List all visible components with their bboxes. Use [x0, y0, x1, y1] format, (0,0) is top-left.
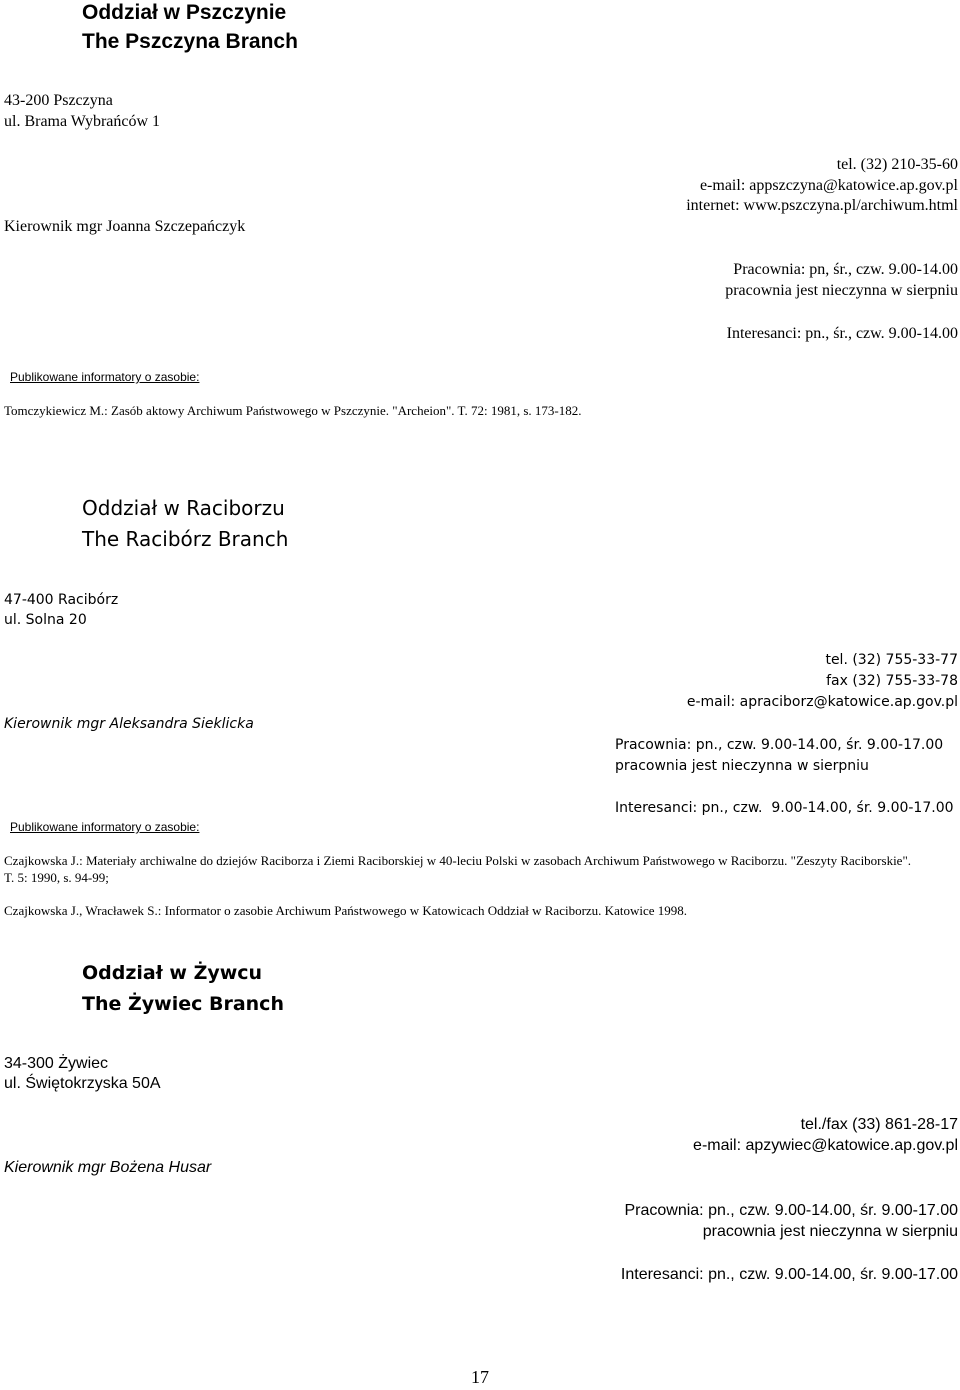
- page-number: 17: [471, 1367, 489, 1387]
- reading-room-closure-note: pracownia jest nieczynna w sierpniu: [702, 1223, 958, 1240]
- visitor-hours: Interesanci: pn., czw. 9.00-14.00, śr. 9.00-17.00: [620, 1266, 958, 1283]
- branch-title-en: The Pszczyna Branch: [82, 30, 298, 53]
- branch-title-en: The Żywiec Branch: [82, 993, 284, 1015]
- branch-title-en: The Racibórz Branch: [82, 527, 289, 551]
- visitor-hours: Interesanci: pn., śr., czw. 9.00-14.00: [726, 325, 958, 342]
- visitor-hours: Interesanci: pn., czw. 9.00-14.00, śr. 9.00-17.00: [615, 800, 954, 816]
- reading-room-hours: Pracownia: pn, śr., czw. 9.00-14.00: [733, 261, 958, 278]
- contact-email: e-mail: apzywiec@katowice.ap.gov.pl: [693, 1137, 958, 1154]
- contact-website: internet: www.pszczyna.pl/archiwum.html: [686, 197, 958, 214]
- branch-manager: Kierownik mgr Bożena Husar: [4, 1159, 212, 1176]
- reading-room-hours: Pracownia: pn., czw. 9.00-14.00, śr. 9.00-17.00: [615, 737, 944, 753]
- contact-phone-fax: tel./fax (33) 861-28-17: [800, 1116, 958, 1133]
- publication-entry: Tomczykiewicz M.: Zasób aktowy Archiwum Państwowego w Pszczynie. "Archeion". T. 72: 1981, s. 173-182.: [4, 403, 582, 418]
- publication-entry: Czajkowska J., Wracławek S.: Informator o zasobie Archiwum Państwowego w Katowicach Oddział w Raciborzu. Katowice 1998.: [4, 903, 687, 918]
- publications-label: Publikowane informatory o zasobie:: [10, 820, 200, 834]
- contact-email: e-mail: appszczyna@katowice.ap.gov.pl: [699, 177, 958, 194]
- address-street: ul. Solna 20: [4, 612, 87, 628]
- reading-room-closure-note: pracownia jest nieczynna w sierpniu: [725, 282, 958, 299]
- address-postal: 43-200 Pszczyna: [4, 92, 113, 109]
- address-postal: 34-300 Żywiec: [4, 1055, 109, 1072]
- contact-email: e-mail: apraciborz@katowice.ap.gov.pl: [686, 694, 958, 710]
- contact-phone: tel. (32) 210-35-60: [836, 156, 958, 173]
- branch-title-pl: Oddział w Żywcu: [82, 962, 263, 984]
- branch-title-pl: Oddział w Raciborzu: [82, 496, 285, 520]
- address-street: ul. Świętokrzyska 50A: [4, 1075, 161, 1092]
- contact-phone: tel. (32) 755-33-77: [825, 652, 958, 668]
- branch-manager: Kierownik mgr Joanna Szczepańczyk: [4, 218, 246, 235]
- publications-label: Publikowane informatory o zasobie:: [10, 370, 200, 384]
- address-postal: 47-400 Racibórz: [4, 592, 119, 608]
- reading-room-hours: Pracownia: pn., czw. 9.00-14.00, śr. 9.00-17.00: [624, 1202, 958, 1219]
- branch-manager: Kierownik mgr Aleksandra Sieklicka: [4, 716, 254, 732]
- contact-fax: fax (32) 755-33-78: [826, 673, 958, 689]
- publication-entry: Czajkowska J.: Materiały archiwalne do dziejów Raciborza i Ziemi Raciborskiej w 40-leciu Polski w zasobach Archiwum Państwowego w Raciborzu. "Zeszyty Raciborskie". T. 5: 1990, s. 94-99;: [4, 853, 912, 885]
- branch-title-pl: Oddział w Pszczynie: [82, 1, 287, 24]
- address-street: ul. Brama Wybrańców 1: [4, 113, 161, 130]
- reading-room-closure-note: pracownia jest nieczynna w sierpniu: [615, 758, 869, 774]
